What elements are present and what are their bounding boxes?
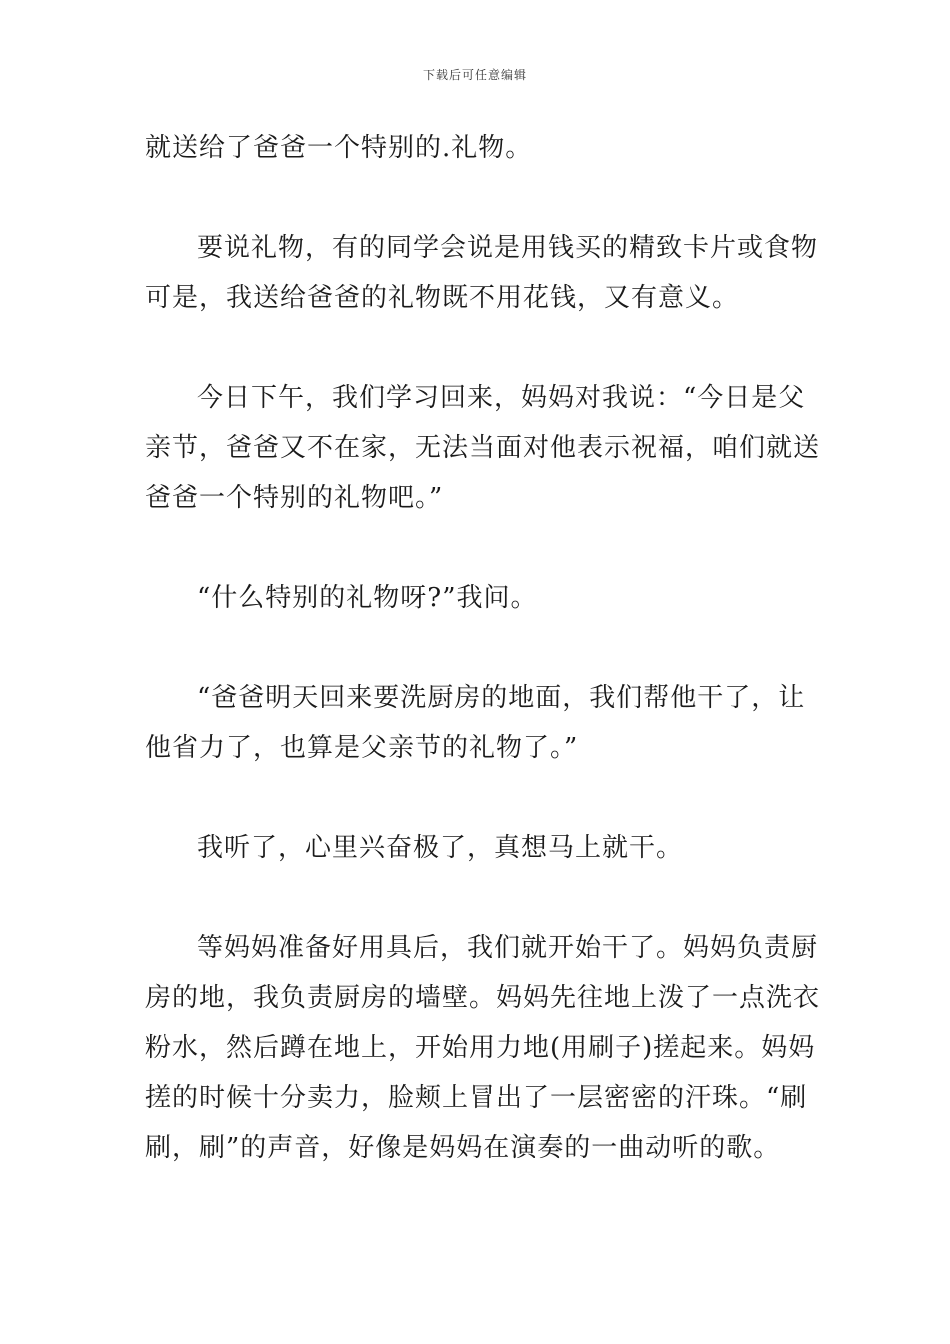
page-header: 下载后可任意编辑 — [422, 68, 527, 82]
text-line: 就送给了爸爸一个特别的.礼物。 — [145, 133, 533, 163]
text-line: 亲节，爸爸又不在家，无法当面对他表示祝福，咱们就送 — [145, 433, 821, 463]
text-line: 房的地，我负责厨房的墙壁。妈妈先往地上泼了一点洗衣 — [145, 983, 821, 1013]
text-line: “什么特别的礼物呀?”我问。 — [197, 583, 538, 613]
text-line: 爸爸一个特别的礼物吧。” — [145, 483, 444, 513]
text-line: 刷，刷”的声音，好像是妈妈在演奏的一曲动听的歌。 — [145, 1133, 781, 1163]
text-line: 搓的时候十分卖力，脸颊上冒出了一层密密的汗珠。“刷 — [145, 1083, 808, 1113]
text-line: 等妈妈准备好用具后，我们就开始干了。妈妈负责厨 — [197, 933, 819, 963]
text-line: “爸爸明天回来要洗厨房的地面，我们帮他干了，让 — [197, 683, 806, 713]
text-line: 他省力了，也算是父亲节的礼物了。” — [145, 733, 579, 763]
text-line: 可是，我送给爸爸的礼物既不用花钱，又有意义。 — [145, 283, 740, 313]
text-line: 我听了，心里兴奋极了，真想马上就干。 — [197, 833, 684, 863]
text-line: 粉水，然后蹲在地上，开始用力地(用刷子)搓起来。妈妈 — [145, 1033, 816, 1063]
text-line: 今日下午，我们学习回来，妈妈对我说：“今日是父 — [197, 383, 806, 413]
text-line: 要说礼物，有的同学会说是用钱买的精致卡片或食物 — [197, 233, 819, 263]
